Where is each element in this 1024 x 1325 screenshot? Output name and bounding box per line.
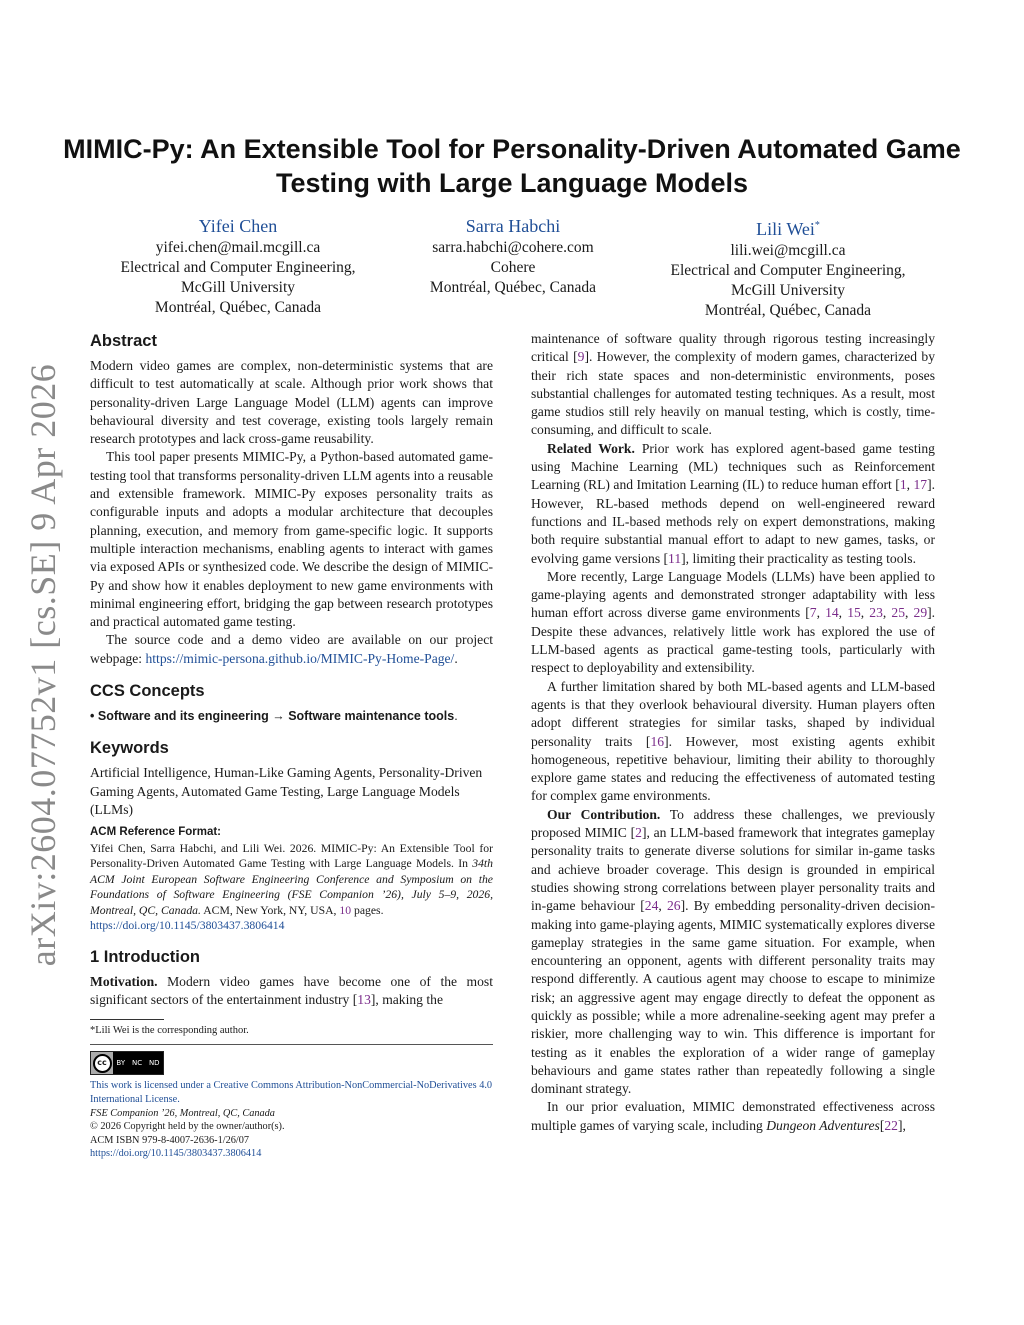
corresponding-mark: *	[814, 220, 820, 231]
sep: ,	[860, 605, 870, 621]
body-text: Prior work has explored agent-based game testing using Machine Learning (ML) techniques such as Reinforcement Learning (RL) and Imitation Learning (IL) to reduce human effort [	[531, 440, 935, 493]
copyright: © 2026 Copyright held by the owner/author(s).	[90, 1121, 285, 1133]
author-affiliation: Electrical and Computer Engineering,	[670, 262, 906, 279]
project-webpage-link[interactable]: https://mimic-persona.github.io/MIMIC-Py-Home-Page/	[145, 650, 455, 666]
cc-icon-text: cc	[93, 1054, 112, 1073]
body-paragraph	[531, 678, 935, 806]
sep: ,	[882, 605, 892, 621]
license-block	[90, 1079, 493, 1161]
body-paragraph	[531, 440, 935, 568]
punct: .	[454, 709, 458, 724]
body-paragraph	[531, 330, 935, 440]
author-name[interactable]: Yifei Chen	[198, 216, 278, 236]
body-text: More recently, Large Language Models (LLMs) have been applied to game-playing agents and demonstrated stronger adaptability with less human effort across diverse game environments [	[531, 568, 935, 621]
footnote: *Lili Wei is the corresponding author.	[90, 1025, 249, 1037]
sep: ,	[658, 898, 667, 914]
author-name[interactable]	[638, 214, 938, 241]
body-text: ], limiting their practicality as testing tools.	[681, 550, 916, 566]
abstract-heading: Abstract	[90, 332, 157, 350]
body-paragraph	[531, 1098, 935, 1135]
right-column	[531, 330, 935, 1135]
sep: ,	[905, 605, 914, 621]
ccs-concepts	[90, 707, 493, 725]
section-heading: 1 Introduction	[90, 947, 200, 966]
acm-ref-text	[90, 841, 493, 919]
citation-link[interactable]: 2	[635, 825, 642, 841]
arxiv-stamp	[18, 363, 68, 967]
author-affiliation: Montréal, Québec, Canada	[704, 302, 872, 319]
ccs-concept: Software maintenance tools	[288, 709, 455, 724]
citation-link[interactable]: 16	[650, 733, 665, 749]
body-text: maintenance of software quality through rigorous testing increasingly critical [	[531, 331, 935, 365]
body-text: To address these challenges, we previously proposed MIMIC [	[531, 806, 935, 841]
punct: .	[454, 650, 458, 666]
acm-ref-part: Yifei Chen, Sarra Habchi, and Lili Wei. 2026. MIMIC-Py: An Extensible Tool for Personality-Driven Automated Game Testing with Large Language Models. In	[90, 841, 493, 871]
license-divider	[90, 1044, 493, 1045]
citation-link[interactable]: 13	[357, 992, 371, 1008]
author-affiliation: McGill University	[730, 282, 846, 299]
nd-icon: ND	[148, 1059, 160, 1068]
citation-link[interactable]: 1	[899, 477, 907, 493]
acm-ref-label: ACM Reference Format:	[90, 826, 221, 839]
author-affiliation: Montréal, Québec, Canada	[154, 299, 322, 316]
sep: ,	[838, 605, 848, 621]
acm-ref-venue: 34th ACM Joint European Software Engineering Conference and Symposium on the Foundations of Software Engineering (FSE Companion ’26), July 5–9, 2026, Montreal, QC, Canada.	[90, 857, 493, 917]
body-text: ],	[897, 1117, 906, 1133]
author-3	[638, 214, 938, 321]
sep: ,	[816, 605, 826, 621]
license-link[interactable]: This work is licensed under a Creative Commons Attribution-NonCommercial-NoDerivatives 4.0 International License.	[90, 1080, 493, 1105]
acm-ref-part: pages.	[351, 903, 384, 917]
author-affiliation: Montréal, Québec, Canada	[429, 279, 597, 296]
run-in-heading: Our Contribution.	[547, 806, 661, 822]
license-terms	[113, 1052, 163, 1074]
citation-link[interactable]: 24	[644, 898, 659, 914]
body-text: ]. However, the complexity of modern games, characterized by their rich state spaces and non-deterministic environments, poses substantial challenges for automated testing techniques. As a result, most game studios still rely heavily on manual testing, which is costly, time-consuming, and difficult to scale.	[531, 349, 935, 438]
citation-link[interactable]: 23	[869, 605, 883, 621]
citation-link[interactable]: 9	[577, 349, 585, 365]
abstract-paragraph	[90, 631, 493, 668]
nc-icon: NC	[131, 1059, 143, 1068]
by-icon: BY	[116, 1059, 126, 1068]
abstract-paragraph: Modern video games are complex, non-deterministic systems that are difficult to test automatically at scale. Although prior work shows that personality-driven Large Language Model (LLM) agents can improve behavioural diversity and test coverage, existing tools largely remain research prototypes and lack cross-game reusability.	[90, 358, 493, 447]
intro-paragraph	[90, 973, 493, 1010]
body-text: ]. Despite these advances, relatively little work has explored the use of LLM-based agents as practical game-testing tools, particularly with respect to deployability and extensibility.	[531, 605, 936, 676]
page-count-link[interactable]: 10	[339, 903, 352, 917]
intro-text: Modern video games have become one of the most significant sectors of the entertainment industry [	[90, 973, 493, 1008]
citation-link[interactable]: 25	[891, 605, 905, 621]
citation-link[interactable]: 17	[913, 477, 928, 493]
author-affiliation: Cohere	[490, 259, 536, 276]
isbn: ACM ISBN 979-8-4007-2636-1/26/07	[90, 1134, 250, 1146]
author-name-text[interactable]: Lili Wei	[756, 219, 815, 239]
ccs-concept: Software and its engineering	[97, 709, 269, 724]
footnote-divider	[90, 1019, 164, 1020]
game-title: Dungeon Adventures	[766, 1117, 880, 1133]
body-paragraph	[531, 568, 935, 678]
author-1	[88, 214, 388, 318]
body-text: ], an LLM-based framework that integrates gameplay personality traits to generate diverse solutions for similar in-game tasks and achieve broader coverage. This design is grounded in empirical studies showing strong correlations between player personality traits and in-game behaviour [	[531, 825, 935, 914]
author-name[interactable]: Sarra Habchi	[465, 216, 561, 236]
citation-link[interactable]: 11	[668, 550, 682, 566]
author-email: yifei.chen@mail.mcgill.ca	[155, 239, 321, 256]
license-venue: FSE Companion ’26, Montreal, QC, Canada	[90, 1107, 275, 1119]
body-text: ]. However, most existing agents exhibit homogeneous, repetitive behaviour, limiting their ability to thoroughly explore game states and reducing the effectiveness of automated testing for complex game environments.	[531, 733, 935, 804]
keywords-heading: Keywords	[90, 739, 169, 758]
citation-link[interactable]: 29	[913, 605, 928, 621]
body-text: ]. By embedding personality-driven decision-making into game-playing agents, MIMIC systematically explores diverse gameplay strategies in the same game situation. For example, when encountering an opponent, agents with different personality traits may respond differently. A cautious agent may choose to escape to minimize risk; an aggressive agent may engage directly to defeat the opponent as quickly as possible; while a more adrenaline-seeking agent may prefer a riskier, more challenging way to win. This difference is important for testing as it enables the exploration of a wider range of gameplay behaviours and game states rather than repeatedly following a single dominant strategy.	[531, 898, 935, 1097]
author-affiliation: McGill University	[180, 279, 296, 296]
arxiv-stamp-text: arXiv:2604.07752v1 [cs.SE] 9 Apr 2026	[23, 363, 63, 967]
paper-title: MIMIC-Py: An Extensible Tool for Personality-Driven Automated Game Testing with Large Language Models	[63, 134, 961, 198]
author-2	[392, 214, 634, 298]
author-affiliation: Electrical and Computer Engineering,	[120, 259, 356, 276]
arrow-icon: →	[268, 709, 289, 724]
doi-link[interactable]: https://doi.org/10.1145/3803437.3806414	[90, 919, 285, 933]
body-text: In our prior evaluation, MIMIC demonstrated effectiveness across multiple games of varying scale, including	[531, 1099, 935, 1133]
author-email: lili.wei@mcgill.ca	[730, 242, 846, 259]
run-in-heading: Motivation.	[90, 973, 158, 989]
body-paragraph	[531, 806, 935, 1099]
bullet: •	[90, 709, 98, 724]
sep: ,	[906, 477, 914, 493]
abstract-paragraph: This tool paper presents MIMIC-Py, a Python-based automated game-testing tool that transforms personality-driven LLM agents into a reusable and extensible framework. MIMIC-Py exposes personality traits as configurable inputs and adopts a modular architecture that decouples planning, execution, and memory from game-specific logic. It supports multiple interaction mechanisms, enabling agents to interact with games via exposed APIs or synthesized code. We describe the design of MIMIC-Py and show how it enables deployment to new game environments with minimal engineering effort, bridging the gap between research prototypes and practical automated game testing.	[90, 449, 493, 630]
citation-link[interactable]: 26	[666, 898, 681, 914]
citation-link[interactable]: 22	[884, 1117, 898, 1133]
body-text: A further limitation shared by both ML-based agents and LLM-based agents is that they overlook behavioural diversity. Human players often adopt different strategies for similar tasks, shaped by individual personality traits [	[531, 678, 935, 749]
citation-link[interactable]: 14	[825, 605, 839, 621]
body-text: ]. However, RL-based methods depend on well-engineered reward functions and IL-based methods rely on expert demonstrations, making both require substantial manual effort to adapt to new games, tasks, or evolving game versions [	[531, 477, 936, 566]
citation-link[interactable]: 7	[809, 605, 817, 621]
cc-license-badge[interactable]	[90, 1051, 164, 1075]
ccs-heading: CCS Concepts	[90, 682, 205, 701]
intro-text: ], making the	[370, 992, 443, 1008]
keywords-text: Artificial Intelligence, Human-Like Gaming Agents, Personality-Driven Gaming Agents, Automated Game Testing, Large Language Models (LLMs)	[90, 765, 483, 817]
abstract-text: The source code and a demo video are available on our project webpage:	[90, 632, 493, 666]
run-in-heading: Related Work.	[547, 440, 635, 456]
license-doi-link[interactable]: https://doi.org/10.1145/3803437.3806414	[90, 1148, 262, 1160]
body-text: [	[879, 1117, 885, 1133]
author-email: sarra.habchi@cohere.com	[432, 239, 594, 256]
acm-ref-part: ACM, New York, NY, USA,	[200, 903, 340, 917]
acm-reference	[90, 825, 493, 934]
left-column	[90, 330, 493, 1161]
cc-icon	[91, 1052, 113, 1074]
citation-link[interactable]: 15	[847, 605, 861, 621]
